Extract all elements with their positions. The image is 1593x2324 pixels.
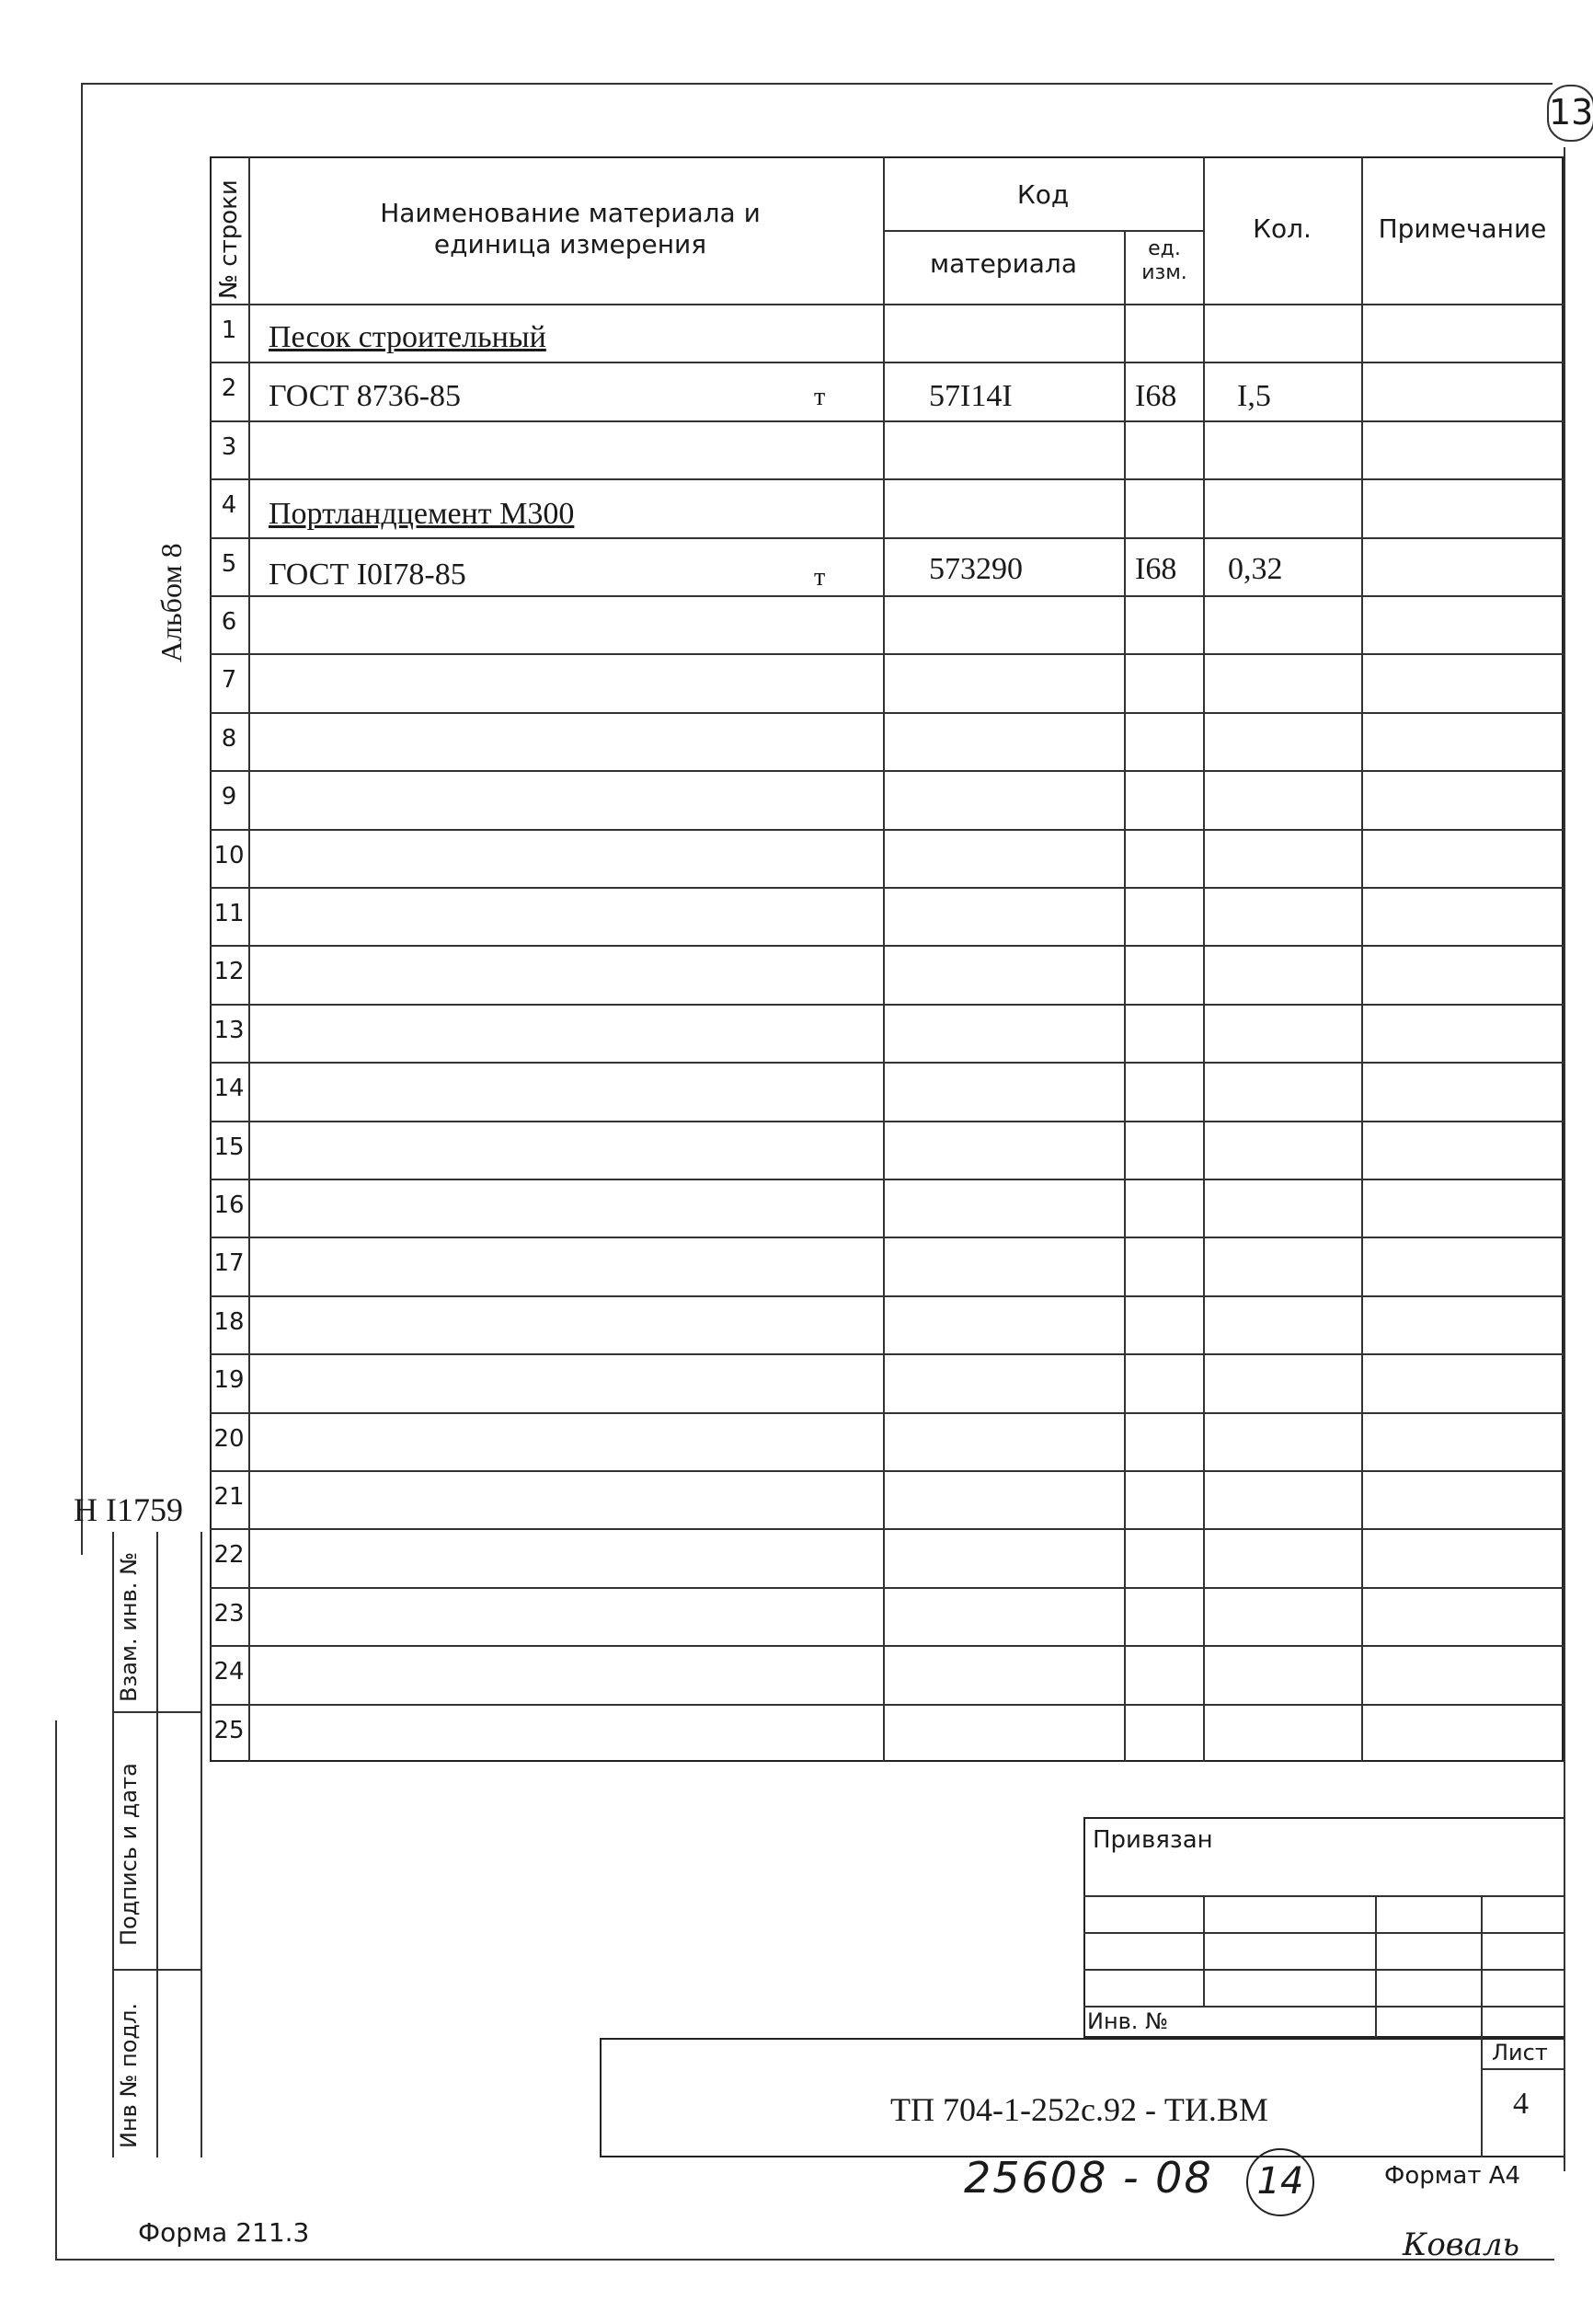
row-number: 25 — [213, 1716, 245, 1744]
bound-label: Привязан — [1093, 1826, 1213, 1854]
bound-line-1 — [1083, 1895, 1564, 1897]
row-number: 24 — [213, 1658, 245, 1686]
row-5-unit-letter: т — [814, 563, 826, 592]
col-line-name — [883, 156, 885, 1762]
row-number: 5 — [221, 549, 237, 578]
stamp-row-line-1 — [112, 1711, 201, 1713]
stamp-col-line-2 — [156, 1532, 158, 2157]
header-qty: Кол. — [1253, 213, 1312, 244]
stamp-col-line-1 — [112, 1532, 114, 2157]
table-row-line — [210, 1295, 1564, 1297]
table-row-line — [210, 1179, 1564, 1180]
bound-line-3 — [1083, 1969, 1564, 1971]
bound-col-1 — [1203, 1895, 1205, 2006]
row-2-unit-letter: т — [814, 383, 826, 411]
row-2-material: 57I14I — [929, 379, 1013, 413]
stamp-label-inv-orig: Инв № подл. — [116, 2003, 142, 2148]
col-line-material — [1124, 230, 1126, 1762]
table-row-line — [210, 1004, 1564, 1006]
frame-bottom-line — [55, 2259, 1554, 2261]
table-row-line — [210, 887, 1564, 889]
table-row-line — [210, 1470, 1564, 1472]
sheet-col-line — [1481, 2038, 1483, 2157]
row-5-qty: 0,32 — [1228, 552, 1283, 586]
table-row-line — [210, 1587, 1564, 1589]
row-number: 17 — [213, 1249, 245, 1278]
header-note: Примечание — [1378, 213, 1547, 244]
format-label: Формат А4 — [1384, 2162, 1521, 2190]
table-row-line — [210, 478, 1564, 480]
header-code-split — [883, 230, 1203, 232]
table-row-line — [210, 653, 1564, 655]
bound-col-3 — [1481, 1895, 1483, 2038]
table-row-line — [210, 829, 1564, 831]
stamp-label-replace: Взам. инв. № — [116, 1552, 142, 1702]
col-line-rowno — [248, 156, 250, 1762]
table-row-line — [210, 1353, 1564, 1355]
row-number: 8 — [221, 724, 237, 753]
frame-left-lower-line — [55, 1720, 57, 2259]
sheet-label-line — [1481, 2068, 1564, 2070]
bound-line-4 — [1083, 2006, 1564, 2008]
table-row-line — [210, 945, 1564, 947]
row-number: 6 — [221, 608, 237, 636]
table-row-line — [210, 712, 1564, 714]
table-row-line — [210, 362, 1564, 363]
col-line-unit — [1203, 156, 1205, 1762]
table-row-line — [210, 1412, 1564, 1414]
bound-line-2 — [1083, 1932, 1564, 1934]
table-row-line — [210, 1237, 1564, 1238]
handwritten-number: 25608 - 08 — [964, 2153, 1213, 2203]
table-row-line — [210, 1704, 1564, 1706]
table-row-line — [210, 770, 1564, 772]
header-unit: ед. изм. — [1141, 237, 1187, 284]
inv-label: Инв. № — [1087, 2008, 1169, 2034]
row-number: 10 — [213, 841, 245, 869]
row-number: 18 — [213, 1307, 245, 1336]
row-number: 14 — [213, 1075, 245, 1103]
circled-number: 14 — [1246, 2148, 1314, 2216]
header-code: Код — [1016, 179, 1070, 210]
row-number: 13 — [213, 1016, 245, 1044]
row-number: 4 — [221, 491, 237, 520]
table-row-line — [210, 420, 1564, 422]
header-row-no: № строки — [215, 179, 243, 299]
sheet-label: Лист — [1492, 2040, 1548, 2065]
table-row-line — [210, 595, 1564, 597]
row-number: 3 — [221, 432, 237, 461]
album-label: Альбом 8 — [155, 543, 188, 662]
table-row-line — [210, 1062, 1564, 1064]
table-row-line — [210, 1645, 1564, 1647]
stamp-col-line-3 — [201, 1532, 202, 2157]
table-row-line — [210, 537, 1564, 539]
row-number: 21 — [213, 1483, 245, 1511]
inventory-ref: Н I1759 — [74, 1491, 183, 1528]
header-bottom-line — [210, 304, 1564, 305]
row-number: 7 — [221, 666, 237, 695]
row-number: 20 — [213, 1424, 245, 1453]
designation: ТП 704-1-252с.92 - ТИ.ВМ — [890, 2091, 1268, 2128]
frame-left-line — [81, 83, 83, 1555]
signature: Коваль — [1403, 2226, 1520, 2263]
row-number: 12 — [213, 958, 245, 986]
row-number: 22 — [213, 1541, 245, 1570]
col-line-qty — [1361, 156, 1363, 1762]
row-number: 19 — [213, 1366, 245, 1395]
row-number: 9 — [221, 783, 237, 811]
stamp-label-signature: Подпись и дата — [116, 1763, 142, 1946]
frame-top-line — [81, 83, 1553, 85]
row-number: 23 — [213, 1599, 245, 1628]
row-1-name: Песок строительный — [269, 320, 546, 354]
row-5-unit: I68 — [1135, 552, 1177, 586]
frame-right-line — [1564, 147, 1565, 2171]
sheet-number: 4 — [1513, 2087, 1529, 2121]
row-2-unit: I68 — [1135, 379, 1177, 413]
row-number: 15 — [213, 1133, 245, 1161]
row-2-qty: I,5 — [1237, 379, 1271, 413]
row-number: 11 — [213, 900, 245, 927]
bound-col-2 — [1375, 1895, 1377, 2038]
row-number: 1 — [221, 316, 237, 344]
row-5-material: 573290 — [929, 552, 1023, 586]
corner-mark: 13 — [1547, 85, 1593, 142]
header-material: материала — [929, 248, 1077, 279]
stamp-row-line-2 — [112, 1969, 201, 1971]
table-row-line — [210, 1528, 1564, 1530]
row-number: 2 — [221, 374, 237, 403]
form-label: Форма 211.3 — [138, 2217, 310, 2248]
table-row-line — [210, 1121, 1564, 1122]
row-2-name: ГОСТ 8736-85 — [269, 379, 462, 413]
row-4-name: Портландцемент М300 — [269, 497, 575, 531]
row-number: 16 — [213, 1191, 245, 1219]
row-5-name: ГОСТ I0I78-85 — [269, 558, 466, 592]
header-name: Наименование материала и единица измерения — [380, 198, 761, 259]
